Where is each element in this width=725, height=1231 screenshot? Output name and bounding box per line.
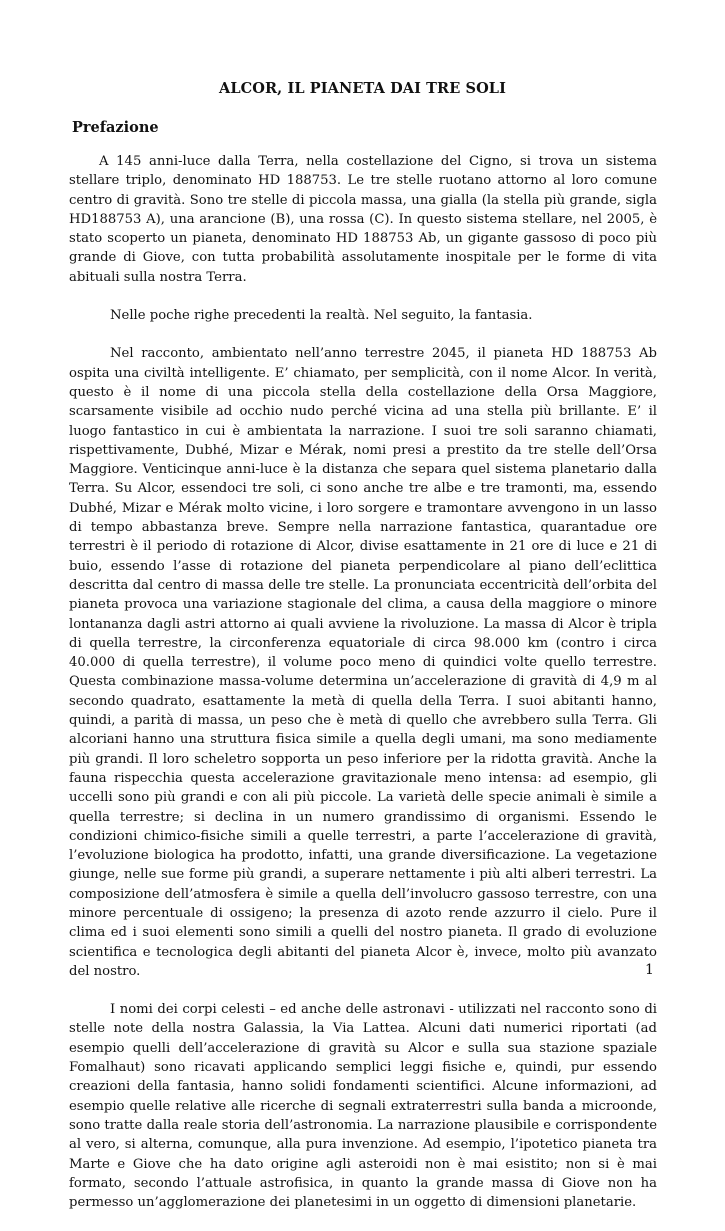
page-number: 1 <box>645 962 654 978</box>
paragraph-3: Nel racconto, ambientato nell’anno terrestre 2045, il pianeta HD 188753 Ab ospita una civiltà intelligente. E’ chiamato, per semplicità, con il nome Alcor. In verità, questo è il nome di una piccola stella della costellazione della Orsa Maggiore, scarsamente visibile ad occhio nudo perché vicina ad una stella più brillante. E’ il luogo fantastico in cui è ambientata la narrazione. I suoi tre soli saranno chiamati, rispettivamente, Dubhé, Mizar e Mérak, nomi presi a prestito da tre stelle dell’Orsa Maggiore. Venticinque anni-luce è la distanza che separa quel sistema planetario dalla Terra. Su Alcor, essendoci tre soli, ci sono anche tre albe e tre tramonti, ma, essendo Dubhé, Mizar e Mérak molto vicine, i loro sorgere e tramontare avvengono in un lasso di tempo abbastanza breve. Sempre nella narrazione fantastica, quarantadue ore terrestri è il periodo di rotazione di Alcor, divise esattamente in 21 ore di luce e 21 di buio, essendo l’asse di rotazione del pianeta perpendicolare al piano dell’eclittica descritta dal centro di massa delle tre stelle. La pronunciata eccentricità dell’orbita del pianeta provoca una variazione stagionale del clima, a causa della maggiore o minore lontananza dagli astri attorno ai quali avviene la rivoluzione. La massa di Alcor è tripla di quella terrestre, la circonferenza equatoriale di circa 98.000 km (contro i circa 40.000 di quella terrestre), il volume poco meno di quindici volte quello terrestre. Questa combinazione massa-volume determina un’accelerazione di gravità di 4,9 m al secondo quadrato, esattamente la metà di quella della Terra. I suoi abitanti hanno, quindi, a parità di massa, un peso che è metà di quello che avrebbero sulla Terra. Gli alcoriani hanno una struttura fisica simile a quella degli umani, ma sono mediamente più grandi. Il loro scheletro sopporta un peso inferiore per la ridotta gravità. Anche la fauna rispecchia questa accelerazione gravitazionale meno intensa: ad esempio, gli uccelli sono più grandi e con ali più piccole. La varietà delle specie animali è simile a quella terrestre; si declina in un numero grandissimo di organismi. Essendo le condizioni chimico-fisiche simili a quelle terrestri, a parte l’accelerazione di gravità, l’evoluzione biologica ha prodotto, infatti, una grande diversificazione. La vegetazione giunge, nelle sue forme più grandi, a superare nettamente i più alti alberi terrestri. La composizione dell’atmosfera è simile a quella dell’involucro gassoso terrestre, con una minore percentuale di ossigeno; la presenza di azoto rende azzurro il cielo. Pure il clima ed i suoi elementi sono simili a quelli del nostro pianeta. Il grado di evoluzione scientifica e tecnologica degli abitanti del pianeta Alcor è, invece, molto più avanzato del nostro. <box>69 346 657 979</box>
paragraph-2: Nelle poche righe precedenti la realtà. Nel seguito, la fantasia. <box>110 308 533 324</box>
paragraph-4: I nomi dei corpi celesti – ed anche delle astronavi - utilizzati nel racconto sono di stelle note della nostra Galassia, la Via Lattea. Alcuni dati numerici riportati (ad esempio quelli dell’accelerazione di gravità su Alcor e sulla sua stazione spaziale Fomalhaut) sono ricavati applicando semplici leggi fisiche e, quindi, pur essendo creazioni della fantasia, hanno solidi fondamenti scientifici. Alcune informazioni, ad esempio quelle relative alle ricerche di segnali extraterrestri sulla banda a microonde, sono tratte dalla reale storia dell’astronomia. La narrazione plausibile e corrispondente al vero, si alterna, comunque, alla pura invenzione. Ad esempio, l’ipotetico pianeta tra Marte e Giove che ha dato origine agli asteroidi non è mai esistito; non si è mai formato, secondo l’attuale astrofisica, in quanto la grande massa di Giove non ha permesso un’agglomerazione dei planetesimi in un oggetto di dimensioni planetarie. <box>69 1002 657 1211</box>
section-heading: Prefazione <box>72 119 159 136</box>
document-body <box>69 152 657 1231</box>
paragraph-1: A 145 anni-luce dalla Terra, nella costellazione del Cigno, si trova un sistema stellare triplo, denominato HD 188753. Le tre stelle ruotano attorno al loro comune centro di gravità. Sono tre stelle di piccola massa, una gialla (la stella più grande, sigla HD188753 A), una arancione (B), una rossa (C). In questo sistema stellare, nel 2005, è stato scoperto un pianeta, denominato HD 188753 Ab, un gigante gassoso di poco più grande di Giove, con tutta probabilità assolutamente inospitale per le forme di vita abituali sulla nostra Terra. <box>69 154 657 285</box>
document-title: ALCOR, IL PIANETA DAI TRE SOLI <box>218 80 506 97</box>
